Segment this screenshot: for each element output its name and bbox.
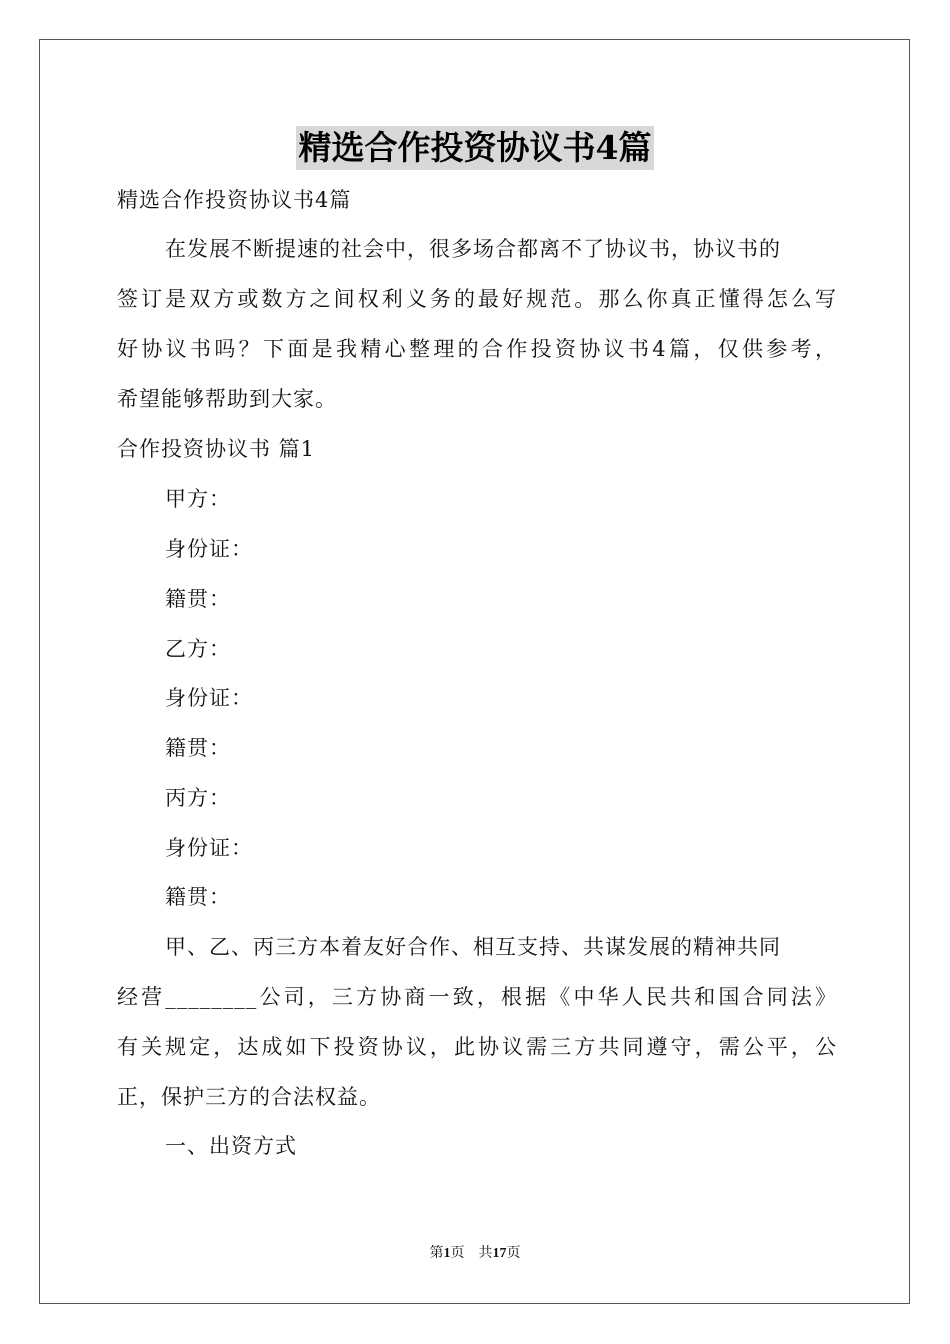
section-heading: 合作投资协议书 篇1 [117, 437, 316, 461]
party-a-label: 甲方： [165, 487, 231, 511]
document-title: 精选合作投资协议书4篇 [296, 126, 655, 170]
body-line-4: 正，保护三方的合法权益。 [117, 1085, 381, 1109]
party-b-origin-label: 籍贯： [165, 736, 231, 760]
party-c-label: 丙方： [165, 786, 231, 810]
intro-line-1: 在发展不断提速的社会中，很多场合都离不了协议书，协议书的 [165, 237, 781, 261]
party-b-label: 乙方： [165, 637, 231, 661]
intro-line-4: 希望能够帮助到大家。 [117, 387, 337, 411]
footer-suffix: 页 [506, 1246, 521, 1261]
body-line-3: 有关规定，达成如下投资协议，此协议需三方共同遵守，需公平，公 [117, 1035, 837, 1059]
page-footer [0, 1244, 950, 1264]
title-wrap [0, 126, 950, 170]
footer-mid: 页 共 [450, 1246, 493, 1261]
party-a-origin-label: 籍贯： [165, 587, 231, 611]
body-line-1: 甲、乙、丙三方本着友好合作、相互支持、共谋发展的精神共同 [165, 935, 781, 959]
party-a-id-label: 身份证： [165, 537, 253, 561]
intro-line-3: 好协议书吗？下面是我精心整理的合作投资协议书4篇，仅供参考， [117, 337, 837, 361]
document-subtitle: 精选合作投资协议书4篇 [117, 188, 352, 212]
party-c-origin-label: 籍贯： [165, 885, 231, 909]
page-border [39, 39, 910, 1304]
footer-current-page: 1 [443, 1246, 451, 1261]
clause-heading: 一、出资方式 [165, 1134, 297, 1158]
footer-prefix: 第 [429, 1246, 444, 1261]
party-c-id-label: 身份证： [165, 836, 253, 860]
body-line-2: 经营________公司，三方协商一致，根据《中华人民共和国合同法》 [117, 985, 837, 1009]
footer-total-pages: 17 [492, 1246, 507, 1261]
intro-line-2: 签订是双方或数方之间权利义务的最好规范。那么你真正懂得怎么写 [117, 287, 837, 311]
party-b-id-label: 身份证： [165, 686, 253, 710]
